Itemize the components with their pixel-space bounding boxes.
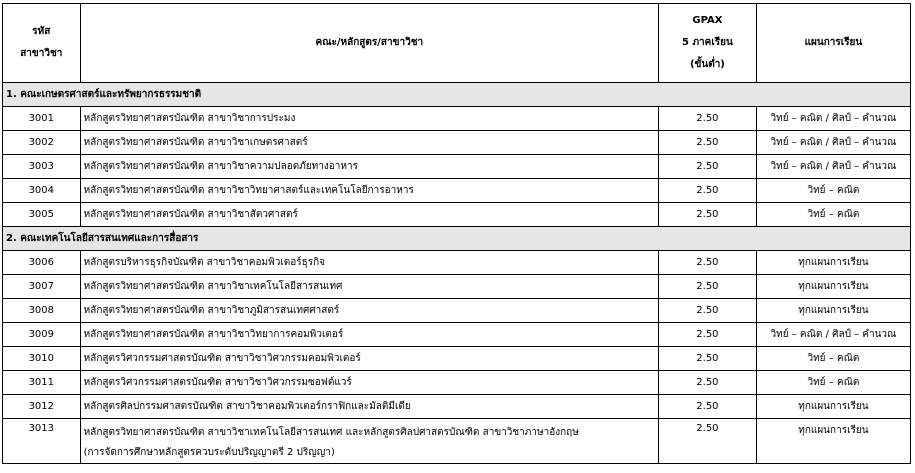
row-program: หลักสูตรศิลปกรรมศาสตรบัณฑิต สาขาวิชาคอมพิวเตอร์กราฟิกและมัลติมีเดีย [80, 395, 658, 419]
row-gpax: 2.50 [659, 107, 757, 131]
section-title: 1. คณะเกษตรศาสตร์และทรัพยากรธรรมชาติ [3, 83, 911, 107]
row-plan: วิทย์ – คณิต / ศิลป์ – คำนวณ [756, 323, 910, 347]
row-gpax: 2.50 [659, 179, 757, 203]
row-code: 3004 [3, 179, 81, 203]
header-code-line2: สาขาวิชา [20, 48, 63, 59]
row-gpax: 2.50 [659, 347, 757, 371]
row-program: หลักสูตรวิทยาศาสตรบัณฑิต สาขาวิชาวิทยาศาสตร์และเทคโนโลยีการอาหาร [80, 179, 658, 203]
table-row [3, 347, 911, 371]
row-program: หลักสูตรวิทยาศาสตรบัณฑิต สาขาวิชาการประมง [80, 107, 658, 131]
row-code: 3002 [3, 131, 81, 155]
table-row [3, 395, 911, 419]
row-program: หลักสูตรบริหารธุรกิจบัณฑิต สาขาวิชาคอมพิวเตอร์ธุรกิจ [80, 251, 658, 275]
row-plan: วิทย์ – คณิต [756, 203, 910, 227]
table-row [3, 419, 911, 464]
row-code: 3008 [3, 299, 81, 323]
row-code: 3013 [3, 419, 81, 464]
table-row [3, 275, 911, 299]
row-program: หลักสูตรวิทยาศาสตรบัณฑิต สาขาวิชาภูมิสารสนเทศศาสตร์ [80, 299, 658, 323]
row-plan: วิทย์ – คณิต [756, 371, 910, 395]
table-row [3, 251, 911, 275]
row-plan: ทุกแผนการเรียน [756, 275, 910, 299]
row-plan: ทุกแผนการเรียน [756, 419, 910, 464]
row-gpax: 2.50 [659, 131, 757, 155]
row-plan: วิทย์ – คณิต / ศิลป์ – คำนวณ [756, 131, 910, 155]
row-program: หลักสูตรวิทยาศาสตรบัณฑิต สาขาวิชาเกษตรศาสตร์ [80, 131, 658, 155]
row-plan: วิทย์ – คณิต / ศิลป์ – คำนวณ [756, 155, 910, 179]
row-gpax: 2.50 [659, 395, 757, 419]
row-code: 3001 [3, 107, 81, 131]
row-gpax: 2.50 [659, 203, 757, 227]
row-program: หลักสูตรวิทยาศาสตรบัณฑิต สาขาวิชาความปลอดภัยทางอาหาร [80, 155, 658, 179]
section-row [3, 83, 911, 107]
row-code: 3012 [3, 395, 81, 419]
row-code: 3010 [3, 347, 81, 371]
row-plan: วิทย์ – คณิต / ศิลป์ – คำนวณ [756, 107, 910, 131]
row-plan: วิทย์ – คณิต [756, 347, 910, 371]
header-code [3, 4, 81, 83]
row-program: หลักสูตรวิศวกรรมศาสตรบัณฑิต สาขาวิชาวิศวกรรมคอมพิวเตอร์ [80, 347, 658, 371]
row-code: 3003 [3, 155, 81, 179]
table-row [3, 371, 911, 395]
table-row [3, 155, 911, 179]
row-gpax: 2.50 [659, 419, 757, 464]
row-code: 3007 [3, 275, 81, 299]
row-plan: วิทย์ – คณิต [756, 179, 910, 203]
row-plan: ทุกแผนการเรียน [756, 395, 910, 419]
row-gpax: 2.50 [659, 155, 757, 179]
row-plan: ทุกแผนการเรียน [756, 251, 910, 275]
header-plan: แผนการเรียน [756, 4, 910, 83]
table-row [3, 203, 911, 227]
table-row [3, 299, 911, 323]
row-program [80, 419, 658, 464]
row-program: หลักสูตรวิทยาศาสตรบัณฑิต สาขาวิชาวิทยาการคอมพิวเตอร์ [80, 323, 658, 347]
row-program: หลักสูตรวิศวกรรมศาสตรบัณฑิต สาขาวิชาวิศวกรรมซอฟต์แวร์ [80, 371, 658, 395]
row-code: 3011 [3, 371, 81, 395]
row-gpax: 2.50 [659, 323, 757, 347]
row-code: 3005 [3, 203, 81, 227]
row-code: 3006 [3, 251, 81, 275]
header-gpax [659, 4, 757, 83]
header-gpax-line1: GPAX [692, 15, 723, 26]
table-row [3, 179, 911, 203]
row-gpax: 2.50 [659, 251, 757, 275]
admission-table [2, 3, 911, 464]
row-code: 3009 [3, 323, 81, 347]
table-row [3, 131, 911, 155]
header-code-line1: รหัส [32, 26, 51, 37]
row-gpax: 2.50 [659, 275, 757, 299]
section-row [3, 227, 911, 251]
row-program-line1: หลักสูตรวิทยาศาสตรบัณฑิต สาขาวิชาเทคโนโลยีสารสนเทศ และหลักสูตรศิลปศาสตรบัณฑิต สาขาวิชาภาษาอังกฤษ [83, 427, 579, 438]
row-gpax: 2.50 [659, 371, 757, 395]
section-title: 2. คณะเทคโนโลยีสารสนเทศและการสื่อสาร [3, 227, 911, 251]
row-plan: ทุกแผนการเรียน [756, 299, 910, 323]
header-program: คณะ/หลักสูตร/สาขาวิชา [80, 4, 658, 83]
row-gpax: 2.50 [659, 299, 757, 323]
table-row [3, 107, 911, 131]
row-program: หลักสูตรวิทยาศาสตรบัณฑิต สาขาวิชาเทคโนโลยีสารสนเทศ [80, 275, 658, 299]
header-gpax-line2: 5 ภาคเรียน [682, 37, 733, 48]
row-program: หลักสูตรวิทยาศาสตรบัณฑิต สาขาวิชาสัตวศาสตร์ [80, 203, 658, 227]
header-gpax-line3: (ขั้นต่ำ) [689, 59, 725, 70]
row-program-line2: (การจัดการศึกษาหลักสูตรควบระดับปริญญาตรี 2 ปริญญา) [83, 447, 335, 458]
table-header-row [3, 4, 911, 83]
table-row [3, 323, 911, 347]
